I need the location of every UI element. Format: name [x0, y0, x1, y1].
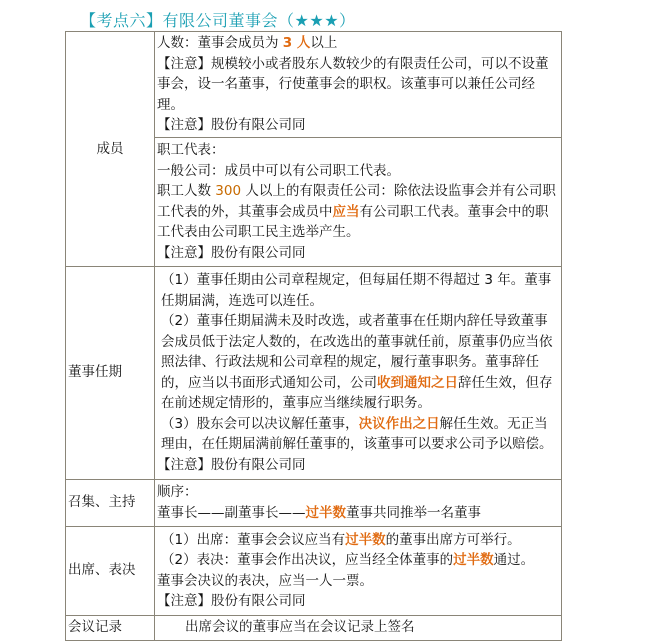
highlight-text: 过半数: [305, 504, 346, 521]
term-paragraph-2: [157, 311, 559, 414]
text-line: [157, 503, 559, 524]
text: 解任生效。无正当理由，在任期届满前解任董事的，该董事可以要求公司予以赔偿。: [161, 415, 553, 452]
row-label-attend: 出席、表决: [66, 526, 155, 615]
text: （2）董事任期届满未及时改选，或者董事在任期内辞任导致董事会成员低于法定人数的，在改选出的董事就任前，原董事仍应当依照法律、行政法规和公司章程的规定，履行董事职务。董事辞任的，应当以书面形式通知公司，公司: [161, 313, 553, 391]
text: 董事长——副董事长——: [157, 504, 306, 521]
minutes-cell: [155, 615, 562, 640]
table-row-attend: [66, 526, 562, 615]
table-row-term: [66, 266, 562, 479]
text: 董事共同推举一名董事: [346, 504, 481, 521]
highlight-text: 过半数: [453, 552, 494, 568]
note-line: 【注意】股份有限公司同: [157, 456, 306, 473]
text: 人数：董事会成员为: [157, 35, 283, 51]
term-paragraph-3: [157, 414, 559, 455]
highlight-text: 应当: [332, 203, 360, 220]
text-line: 顺序：: [157, 484, 198, 500]
text-line: 出席会议的董事应当在会议记录上签名: [185, 619, 415, 636]
text: （3）股东会可以决议解任董事，: [161, 415, 359, 432]
highlight-text: 3 人: [282, 35, 311, 51]
note-line: 【注意】股份有限公司同: [157, 117, 306, 133]
table-row-members-count: [66, 32, 562, 138]
text: 人以上的有限责任公司：除依法设监事会并有公司职工代表的外，其董事会成员中: [157, 183, 556, 220]
employee-reps-cell: [155, 137, 562, 266]
text-line: [157, 181, 559, 243]
table-row-minutes: [66, 615, 562, 640]
highlight-text: 决议作出之日: [358, 415, 440, 432]
row-label-members: 成员: [66, 32, 155, 267]
members-count-cell: [155, 32, 562, 138]
text-line: [157, 530, 559, 551]
text-line: [157, 550, 559, 571]
text: （2）表决：董事会作出决议，应当经全体董事的: [161, 552, 454, 568]
text: 以上: [310, 35, 338, 51]
note-line: 【注意】股份有限公司同: [157, 593, 306, 609]
row-label-minutes: 会议记录: [66, 615, 155, 640]
note-line: 【注意】股份有限公司同: [157, 244, 306, 261]
term-cell: [155, 266, 562, 479]
highlight-text: 过半数: [345, 531, 386, 548]
text: 职工人数: [157, 183, 216, 199]
section-title: 【考点六】有限公司董事会（★★★）: [80, 11, 356, 30]
table-row-convene: [66, 479, 562, 526]
note-line: 【注意】规模较小或者股东人数较少的有限责任公司，可以不设董事会，设一名董事，行使董事会的职权。该董事可以兼任公司经理。: [157, 55, 549, 113]
row-label-term: 董事任期: [66, 266, 155, 479]
board-of-directors-table: [65, 31, 562, 641]
members-count-line: [157, 33, 559, 54]
term-paragraph-1: （1）董事任期由公司章程规定，但每届任期不得超过 3 年。董事任期届满，连选可以连任。: [161, 272, 552, 309]
text: 的董事出席方可举行。: [385, 531, 521, 548]
text: 通过。: [493, 552, 535, 568]
text-line: 一般公司：成员中可以有公司职工代表。: [157, 162, 400, 179]
text: 辞任生效，但存在前述规定情形的，董事应当继续履行职务。: [161, 374, 553, 411]
attend-cell: [155, 526, 562, 615]
convene-cell: [155, 479, 562, 526]
row-label-convene: 召集、主持: [66, 479, 155, 526]
text: （1）出席：董事会会议应当有: [161, 531, 346, 548]
number-text: 300: [215, 183, 242, 199]
text-line: 董事会决议的表决，应当一人一票。: [157, 572, 373, 589]
highlight-text: 收到通知之日: [377, 374, 458, 391]
text-line: 职工代表：: [157, 142, 225, 158]
text: 有公司职工代表。董事会中的职工代表由公司职工民主选举产生。: [157, 203, 549, 240]
